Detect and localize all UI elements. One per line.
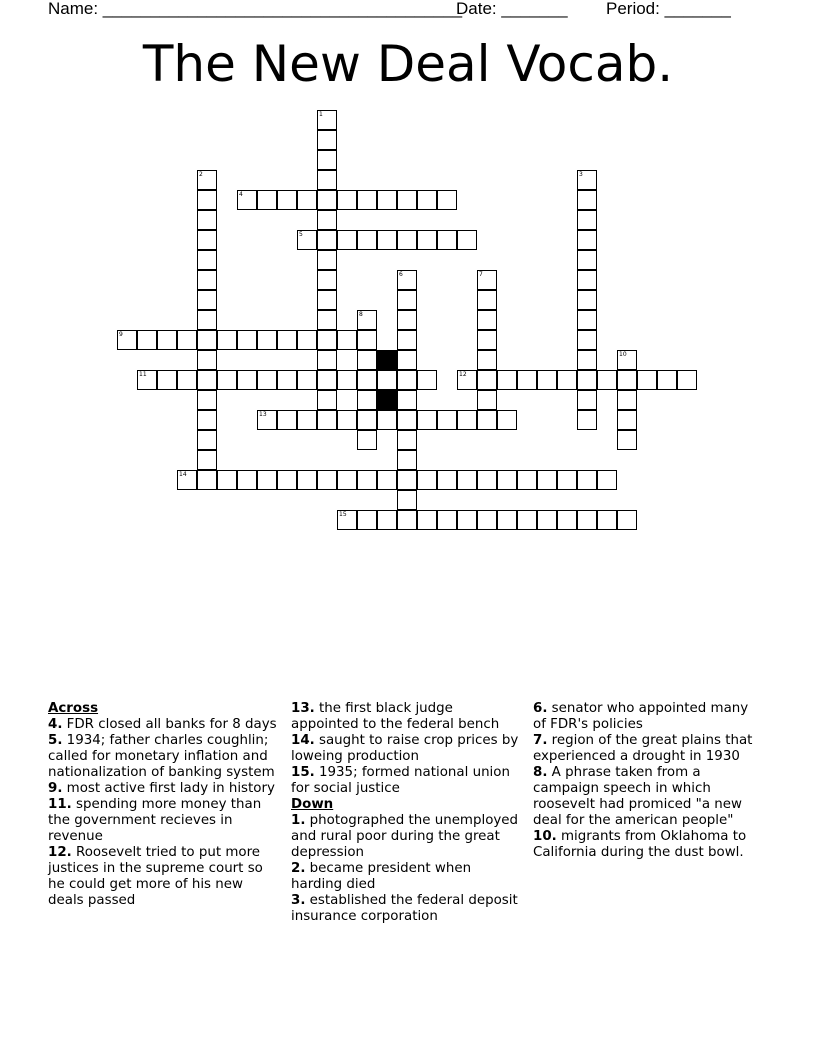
crossword-cell[interactable] — [297, 330, 317, 350]
crossword-cell[interactable] — [317, 250, 337, 270]
crossword-cell[interactable] — [617, 410, 637, 430]
crossword-cell[interactable] — [357, 410, 377, 430]
crossword-block — [377, 390, 397, 410]
crossword-cell[interactable] — [577, 170, 597, 190]
clue-number: 9. — [48, 781, 63, 796]
crossword-cell[interactable] — [477, 470, 497, 490]
clue-text: 1934; father charles coughlin; called for monetary inflation and nationalization of banking system — [48, 733, 275, 780]
crossword-cell[interactable] — [337, 370, 357, 390]
crossword-cell[interactable] — [557, 370, 577, 390]
crossword-cell[interactable] — [577, 230, 597, 250]
crossword-cell[interactable] — [397, 350, 417, 370]
crossword-cell[interactable] — [577, 370, 597, 390]
crossword-cell[interactable] — [277, 190, 297, 210]
crossword-cell[interactable] — [517, 510, 537, 530]
clue-number: 6. — [533, 701, 548, 716]
clue-number-label: 4 — [239, 191, 243, 198]
crossword-cell[interactable] — [317, 470, 337, 490]
crossword-cell[interactable] — [677, 370, 697, 390]
clue-number: 1. — [291, 813, 306, 828]
crossword-cell[interactable] — [397, 370, 417, 390]
crossword-cell[interactable] — [357, 470, 377, 490]
crossword-cell[interactable] — [257, 410, 277, 430]
crossword-cell[interactable] — [197, 430, 217, 450]
crossword-cell[interactable] — [197, 270, 217, 290]
crossword-cell[interactable] — [197, 290, 217, 310]
crossword-cell[interactable] — [237, 470, 257, 490]
crossword-cell[interactable] — [257, 370, 277, 390]
crossword-cell[interactable] — [317, 410, 337, 430]
clue-text: spending more money than the government recieves in revenue — [48, 797, 262, 844]
clue-across-4 — [48, 717, 280, 733]
crossword-cell[interactable] — [457, 510, 477, 530]
crossword-cell[interactable] — [297, 230, 317, 250]
crossword-cell[interactable] — [417, 510, 437, 530]
crossword-cell[interactable] — [317, 370, 337, 390]
crossword-cell[interactable] — [577, 510, 597, 530]
crossword-cell[interactable] — [117, 330, 137, 350]
crossword-cell[interactable] — [197, 190, 217, 210]
crossword-cell[interactable] — [577, 390, 597, 410]
crossword-cell[interactable] — [617, 510, 637, 530]
clue-text: 1935; formed national union for social justice — [291, 765, 510, 796]
crossword-cell[interactable] — [237, 370, 257, 390]
crossword-cell[interactable] — [357, 230, 377, 250]
crossword-cell[interactable] — [557, 470, 577, 490]
crossword-cell[interactable] — [197, 310, 217, 330]
crossword-cell[interactable] — [197, 390, 217, 410]
crossword-cell[interactable] — [577, 330, 597, 350]
clue-across-5 — [48, 733, 280, 781]
crossword-cell[interactable] — [297, 190, 317, 210]
crossword-cell[interactable] — [137, 370, 157, 390]
crossword-cell[interactable] — [337, 470, 357, 490]
clue-down-2 — [291, 861, 523, 893]
crossword-cell[interactable] — [637, 370, 657, 390]
crossword-cell[interactable] — [237, 190, 257, 210]
crossword-cell[interactable] — [397, 330, 417, 350]
clue-across-11 — [48, 797, 280, 845]
crossword-cell[interactable] — [537, 510, 557, 530]
crossword-cell[interactable] — [317, 350, 337, 370]
crossword-cell[interactable] — [317, 290, 337, 310]
clue-number-label: 3 — [579, 171, 583, 178]
page-title: The New Deal Vocab. — [142, 35, 674, 93]
crossword-cell[interactable] — [477, 310, 497, 330]
clue-down-6 — [533, 701, 765, 733]
crossword-cell[interactable] — [197, 450, 217, 470]
crossword-cell[interactable] — [317, 110, 337, 130]
crossword-cell[interactable] — [337, 230, 357, 250]
clue-text: became president when harding died — [291, 861, 472, 892]
crossword-cell[interactable] — [617, 430, 637, 450]
clue-number: 5. — [48, 733, 63, 748]
crossword-cell[interactable] — [177, 370, 197, 390]
clue-number: 7. — [533, 733, 548, 748]
crossword-cell[interactable] — [537, 370, 557, 390]
clue-text: photographed the unemployed and rural poor during the great depression — [291, 813, 519, 860]
crossword-cell[interactable] — [277, 370, 297, 390]
clue-text: FDR closed all banks for 8 days — [66, 717, 277, 732]
clue-list — [0, 701, 816, 961]
crossword-cell[interactable] — [417, 230, 437, 250]
crossword-cell[interactable] — [437, 230, 457, 250]
crossword-cell[interactable] — [317, 210, 337, 230]
crossword-cell[interactable] — [437, 190, 457, 210]
crossword-cell[interactable] — [377, 190, 397, 210]
crossword-cell[interactable] — [277, 410, 297, 430]
crossword-cell[interactable] — [357, 310, 377, 330]
crossword-block — [377, 350, 397, 370]
crossword-cell[interactable] — [477, 390, 497, 410]
clue-column-1 — [48, 701, 280, 909]
crossword-cell[interactable] — [577, 190, 597, 210]
crossword-cell[interactable] — [597, 470, 617, 490]
crossword-cell[interactable] — [397, 310, 417, 330]
crossword-cell[interactable] — [437, 410, 457, 430]
crossword-cell[interactable] — [377, 410, 397, 430]
clue-text: region of the great plains that experienced a drought in 1930 — [533, 733, 753, 764]
crossword-cell[interactable] — [357, 330, 377, 350]
crossword-cell[interactable] — [397, 230, 417, 250]
crossword-cell[interactable] — [437, 510, 457, 530]
crossword-cell[interactable] — [537, 470, 557, 490]
crossword-cell[interactable] — [397, 270, 417, 290]
clue-text: A phrase taken from a campaign speech in which roosevelt had promiced "a new deal for the american people" — [533, 765, 742, 828]
crossword-cell[interactable] — [617, 350, 637, 370]
crossword-cell[interactable] — [397, 470, 417, 490]
crossword-cell[interactable] — [277, 330, 297, 350]
clue-number: 3. — [291, 893, 306, 908]
crossword-cell[interactable] — [197, 330, 217, 350]
clue-number: 10. — [533, 829, 557, 844]
crossword-cell[interactable] — [397, 490, 417, 510]
crossword-cell[interactable] — [317, 170, 337, 190]
crossword-cell[interactable] — [597, 370, 617, 390]
crossword-cell[interactable] — [357, 430, 377, 450]
crossword-cell[interactable] — [317, 150, 337, 170]
crossword-cell[interactable] — [197, 210, 217, 230]
clue-number-label: 6 — [399, 271, 403, 278]
crossword-cell[interactable] — [317, 310, 337, 330]
crossword-cell[interactable] — [357, 390, 377, 410]
crossword-cell[interactable] — [197, 470, 217, 490]
crossword-cell[interactable] — [477, 350, 497, 370]
crossword-cell[interactable] — [397, 450, 417, 470]
crossword-cell[interactable] — [457, 370, 477, 390]
crossword-cell[interactable] — [217, 370, 237, 390]
crossword-cell[interactable] — [317, 390, 337, 410]
crossword-cell[interactable] — [317, 130, 337, 150]
period-field[interactable]: Period: _______ — [606, 0, 731, 18]
clue-number-label: 15 — [339, 511, 347, 518]
clue-number-label: 2 — [199, 171, 203, 178]
crossword-cell[interactable] — [297, 470, 317, 490]
crossword-cell[interactable] — [137, 330, 157, 350]
crossword-cell[interactable] — [497, 510, 517, 530]
clue-number: 14. — [291, 733, 315, 748]
clue-text: Roosevelt tried to put more justices in the supreme court so he could get more of his new deals passed — [48, 845, 263, 908]
crossword-cell[interactable] — [577, 470, 597, 490]
crossword-cell[interactable] — [177, 470, 197, 490]
crossword-cell[interactable] — [597, 510, 617, 530]
clue-number-label: 7 — [479, 271, 483, 278]
crossword-cell[interactable] — [577, 310, 597, 330]
crossword-cell[interactable] — [357, 350, 377, 370]
crossword-cell[interactable] — [457, 470, 477, 490]
crossword-cell[interactable] — [357, 190, 377, 210]
crossword-cell[interactable] — [197, 170, 217, 190]
crossword-cell[interactable] — [377, 470, 397, 490]
clue-across-12 — [48, 845, 280, 909]
clue-text: established the federal deposit insurance corporation — [291, 893, 518, 924]
clue-number: 11. — [48, 797, 72, 812]
crossword-cell[interactable] — [577, 290, 597, 310]
crossword-cell[interactable] — [197, 230, 217, 250]
crossword-cell[interactable] — [157, 330, 177, 350]
crossword-cell[interactable] — [397, 290, 417, 310]
crossword-cell[interactable] — [377, 510, 397, 530]
clue-number: 2. — [291, 861, 306, 876]
crossword-cell[interactable] — [257, 330, 277, 350]
crossword-cell[interactable] — [417, 410, 437, 430]
crossword-cell[interactable] — [397, 390, 417, 410]
crossword-cell[interactable] — [317, 190, 337, 210]
crossword-cell[interactable] — [337, 330, 357, 350]
clue-text: migrants from Oklahoma to California during the dust bowl. — [533, 829, 747, 860]
crossword-cell[interactable] — [577, 250, 597, 270]
crossword-cell[interactable] — [337, 410, 357, 430]
crossword-cell[interactable] — [337, 510, 357, 530]
clue-down-7 — [533, 733, 765, 765]
crossword-cell[interactable] — [477, 290, 497, 310]
crossword-cell[interactable] — [517, 370, 537, 390]
clue-number: 15. — [291, 765, 315, 780]
crossword-cell[interactable] — [197, 370, 217, 390]
crossword-cell[interactable] — [417, 190, 437, 210]
crossword-cell[interactable] — [377, 370, 397, 390]
clue-number-label: 14 — [179, 471, 187, 478]
crossword-cell[interactable] — [517, 470, 537, 490]
clue-number-label: 1 — [319, 111, 323, 118]
crossword-cell[interactable] — [217, 330, 237, 350]
crossword-cell[interactable] — [477, 330, 497, 350]
crossword-cell[interactable] — [577, 350, 597, 370]
clue-number: 8. — [533, 765, 548, 780]
clue-across-15 — [291, 765, 523, 797]
clue-column-2 — [291, 701, 523, 925]
clue-across-13 — [291, 701, 523, 733]
crossword-cell[interactable] — [477, 410, 497, 430]
crossword-cell[interactable] — [397, 190, 417, 210]
clue-text: the first black judge appointed to the federal bench — [291, 701, 500, 732]
crossword-cell[interactable] — [257, 470, 277, 490]
crossword-cell[interactable] — [397, 410, 417, 430]
crossword-cell[interactable] — [477, 370, 497, 390]
clue-number-label: 5 — [299, 231, 303, 238]
name-field[interactable]: Name: ______________________________________ — [48, 0, 463, 18]
clue-text: senator who appointed many of FDR's policies — [533, 701, 749, 732]
crossword-cell[interactable] — [577, 270, 597, 290]
crossword-cell[interactable] — [237, 330, 257, 350]
crossword-cell[interactable] — [657, 370, 677, 390]
clue-number: 4. — [48, 717, 63, 732]
crossword-cell[interactable] — [437, 470, 457, 490]
crossword-cell[interactable] — [497, 410, 517, 430]
crossword-cell[interactable] — [557, 510, 577, 530]
crossword-cell[interactable] — [457, 410, 477, 430]
date-field[interactable]: Date: _______ — [456, 0, 568, 18]
crossword-cell[interactable] — [217, 470, 237, 490]
crossword-cell[interactable] — [477, 270, 497, 290]
down-heading: Down — [291, 797, 334, 812]
clue-text: saught to raise crop prices by loweing production — [291, 733, 519, 764]
crossword-cell[interactable] — [197, 410, 217, 430]
clue-down-8 — [533, 765, 765, 829]
crossword-cell[interactable] — [417, 470, 437, 490]
crossword-cell[interactable] — [577, 410, 597, 430]
crossword-cell[interactable] — [397, 430, 417, 450]
crossword-cell[interactable] — [177, 330, 197, 350]
crossword-cell[interactable] — [497, 470, 517, 490]
clue-down-1 — [291, 813, 523, 861]
crossword-cell[interactable] — [457, 230, 477, 250]
clue-text: most active first lady in history — [66, 781, 275, 796]
crossword-cell[interactable] — [477, 510, 497, 530]
crossword-cell[interactable] — [577, 210, 597, 230]
clue-number-label: 9 — [119, 331, 123, 338]
crossword-cell[interactable] — [357, 370, 377, 390]
crossword-cell[interactable] — [197, 250, 217, 270]
crossword-cell[interactable] — [397, 510, 417, 530]
crossword-cell[interactable] — [317, 230, 337, 250]
clue-number: 13. — [291, 701, 315, 716]
clue-across-14 — [291, 733, 523, 765]
crossword-cell[interactable] — [337, 190, 357, 210]
crossword-cell[interactable] — [297, 410, 317, 430]
clue-number-label: 13 — [259, 411, 267, 418]
clue-number-label: 8 — [359, 311, 363, 318]
clue-across-9 — [48, 781, 280, 797]
clue-number-label: 10 — [619, 351, 627, 358]
crossword-cell[interactable] — [497, 370, 517, 390]
crossword-cell[interactable] — [297, 370, 317, 390]
clue-number-label: 11 — [139, 371, 147, 378]
crossword-cell[interactable] — [617, 370, 637, 390]
crossword-cell[interactable] — [197, 350, 217, 370]
crossword-cell[interactable] — [257, 190, 277, 210]
across-heading: Across — [48, 701, 99, 716]
clue-number-label: 12 — [459, 371, 467, 378]
clue-down-3 — [291, 893, 523, 925]
crossword-cell[interactable] — [317, 270, 337, 290]
crossword-cell[interactable] — [157, 370, 177, 390]
crossword-cell[interactable] — [417, 370, 437, 390]
crossword-cell[interactable] — [377, 230, 397, 250]
clue-column-3 — [533, 701, 765, 861]
clue-number: 12. — [48, 845, 72, 860]
crossword-cell[interactable] — [357, 510, 377, 530]
crossword-cell[interactable] — [317, 330, 337, 350]
crossword-cell[interactable] — [617, 390, 637, 410]
crossword-cell[interactable] — [277, 470, 297, 490]
clue-down-10 — [533, 829, 765, 861]
